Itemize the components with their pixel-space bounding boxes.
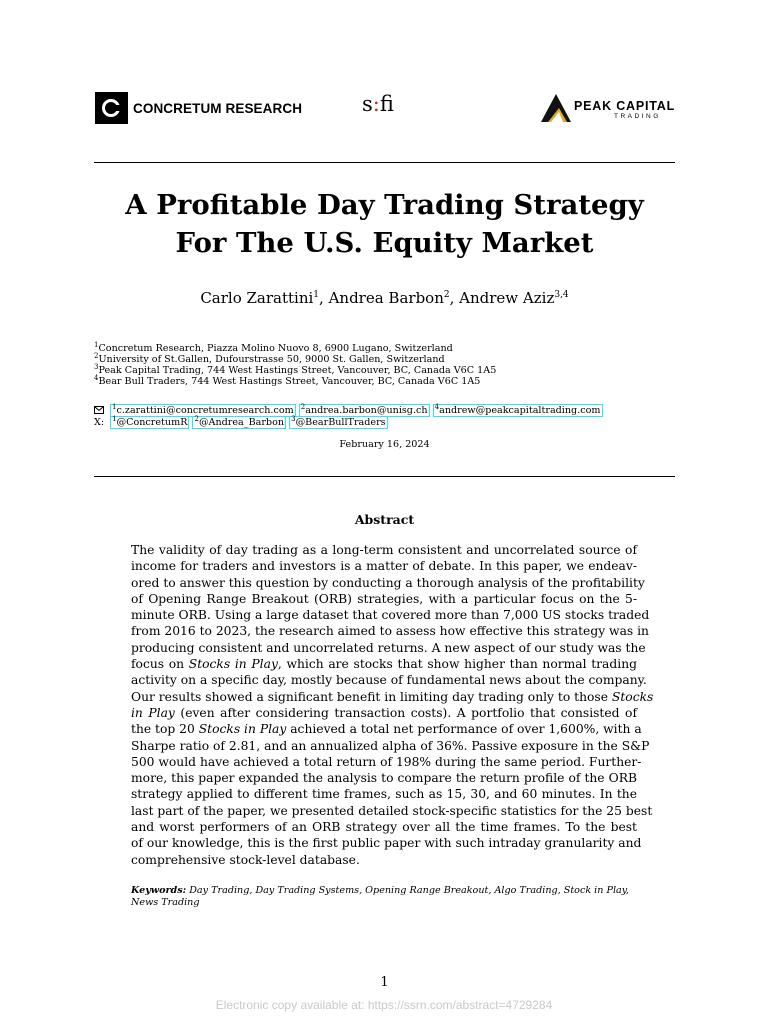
abstract-line: producing consistent and uncorrelated returns. A new aspect of our study was the: [131, 640, 646, 655]
peak-logo-text: PEAK CAPITAL: [574, 99, 676, 113]
peak-logo-subtext: TRADING: [614, 113, 661, 120]
abstract-line: from 2016 to 2023, the research aimed to assess how effective this strategy was in: [131, 624, 649, 639]
author-sup: 3,4: [554, 290, 569, 300]
concretum-research-logo: [95, 92, 302, 124]
author-name: Andrew Aziz: [459, 289, 555, 307]
email-contacts: [94, 405, 603, 416]
keywords-label: Keywords:: [131, 885, 187, 896]
abstract-heading: Abstract: [354, 512, 415, 527]
sfi-logo-fi: fi: [379, 92, 394, 116]
sfi-logo-s: s: [362, 92, 373, 116]
peak-capital-logo: [539, 92, 679, 126]
abstract-line: income for traders and investors is a matter of debate. In this paper, we endeav-: [131, 559, 637, 574]
abstract-line: last part of the paper, we presented detailed stock-specific statistics for the 25 best: [131, 803, 653, 818]
author-name: Carlo Zarattini: [200, 289, 314, 307]
abstract-line: of our knowledge, this is the first public paper with such intraday granularity and: [131, 836, 642, 851]
abstract-line: The validity of day trading as a long-term consistent and uncorrelated source of: [131, 543, 637, 557]
abstract-line: the top 20 Stocks in Play achieved a total net performance of over 1,600%, with a: [131, 722, 642, 737]
abstract-line: Sharpe ratio of 2.81, and an annualized alpha of 36%. Passive exposure in the S&P: [131, 738, 650, 753]
x-handle-link[interactable]: $^1$@ConcretumR: [112, 415, 188, 428]
title-line-2: For The U.S. Equity Market: [175, 227, 594, 259]
author-sup: 1: [313, 290, 320, 300]
title-line-1: A Profitable Day Trading Strategy: [125, 189, 644, 221]
abstract-line: minute ORB. Using a large dataset that covered more than 7,000 US stocks traded: [131, 608, 650, 623]
paper-title: [94, 186, 675, 262]
affiliation: $^1$Concretum Research, Piazza Molino Nuovo 8, 6900 Lugano, Switzerland: [94, 341, 453, 354]
sfi-logo-colon: :: [372, 92, 380, 116]
email-link[interactable]: $^1$c.zarattini@concretumresearch.com: [112, 403, 294, 416]
abstract-line: strategy applied to different time frames, such as 15, 30, and 60 minutes. In the: [131, 787, 637, 802]
ssrn-footer[interactable]: Electronic copy available at: https://ssrn.com/abstract=4729284: [215, 998, 553, 1012]
x-handle-link[interactable]: $^3$@BearBullTraders: [291, 415, 386, 428]
abstract-line: more, this paper expanded the analysis to compare the return profile of the ORB: [131, 771, 637, 786]
peak-mountain-icon: [539, 92, 575, 126]
abstract-body: [131, 542, 654, 868]
concretum-logo-text: CONCRETUM RESEARCH: [133, 100, 303, 116]
top-rule: [94, 162, 675, 163]
abstract-line: in Play (even after considering transaction costs). A portfolio that consisted of: [131, 705, 638, 720]
x-handle-link[interactable]: $^2$@Andrea_Barbon: [194, 415, 285, 428]
keywords-text: Day Trading, Day Trading Systems, Opening Range Breakout, Algo Trading, Stock in Play, News Trading: [131, 885, 629, 908]
abstract-line: comprehensive stock-level database.: [131, 852, 360, 867]
abstract-line: of Opening Range Breakout (ORB) strategies, with a particular focus on the 5-: [131, 591, 637, 606]
x-contacts: [94, 417, 388, 428]
affiliation: $^4$Bear Bull Traders, 744 West Hastings Street, Vancouver, BC, Canada V6C 1A5: [94, 374, 481, 387]
mid-rule: [94, 476, 675, 477]
abstract-line: Our results showed a significant benefit in limiting day trading only to those Stocks: [131, 689, 654, 704]
abstract-line: focus on Stocks in Play, which are stocks that show higher than normal trading: [131, 657, 637, 672]
publication-date: February 16, 2024: [339, 439, 430, 450]
author-list: Carlo Zarattini$^1$, Andrea Barbon$^2$, Andrew Aziz$^{3,4}$: [200, 289, 569, 307]
email-link[interactable]: $^4$andrew@peakcapitaltrading.com: [434, 403, 601, 416]
x-label: X:: [94, 417, 105, 428]
page-number: 1: [380, 975, 389, 990]
affiliation: $^2$University of St.Gallen, Dufourstrasse 50, 9000 St. Gallen, Switzerland: [94, 352, 445, 365]
sfi-logo: [362, 92, 394, 116]
envelope-icon: [94, 406, 104, 414]
concretum-mark-icon: [95, 92, 128, 124]
abstract-line: ored to answer this question by conducting a thorough analysis of the profitability: [131, 575, 645, 590]
author-name: Andrea Barbon: [328, 289, 444, 307]
abstract-line: 500 would have achieved a total return of 198% during the same period. Further-: [131, 754, 642, 769]
abstract-line: activity on a specific day, mostly because of fundamental news about the company.: [131, 673, 647, 688]
keywords: [131, 885, 637, 909]
email-link[interactable]: $^2$andrea.barbon@unisg.ch: [300, 403, 428, 416]
affiliation: $^3$Peak Capital Trading, 744 West Hastings Street, Vancouver, BC, Canada V6C 1A5: [94, 363, 497, 376]
author-sup: 2: [443, 290, 450, 300]
abstract-line: and worst performers of an ORB strategy over all the time frames. To the best: [131, 820, 637, 835]
